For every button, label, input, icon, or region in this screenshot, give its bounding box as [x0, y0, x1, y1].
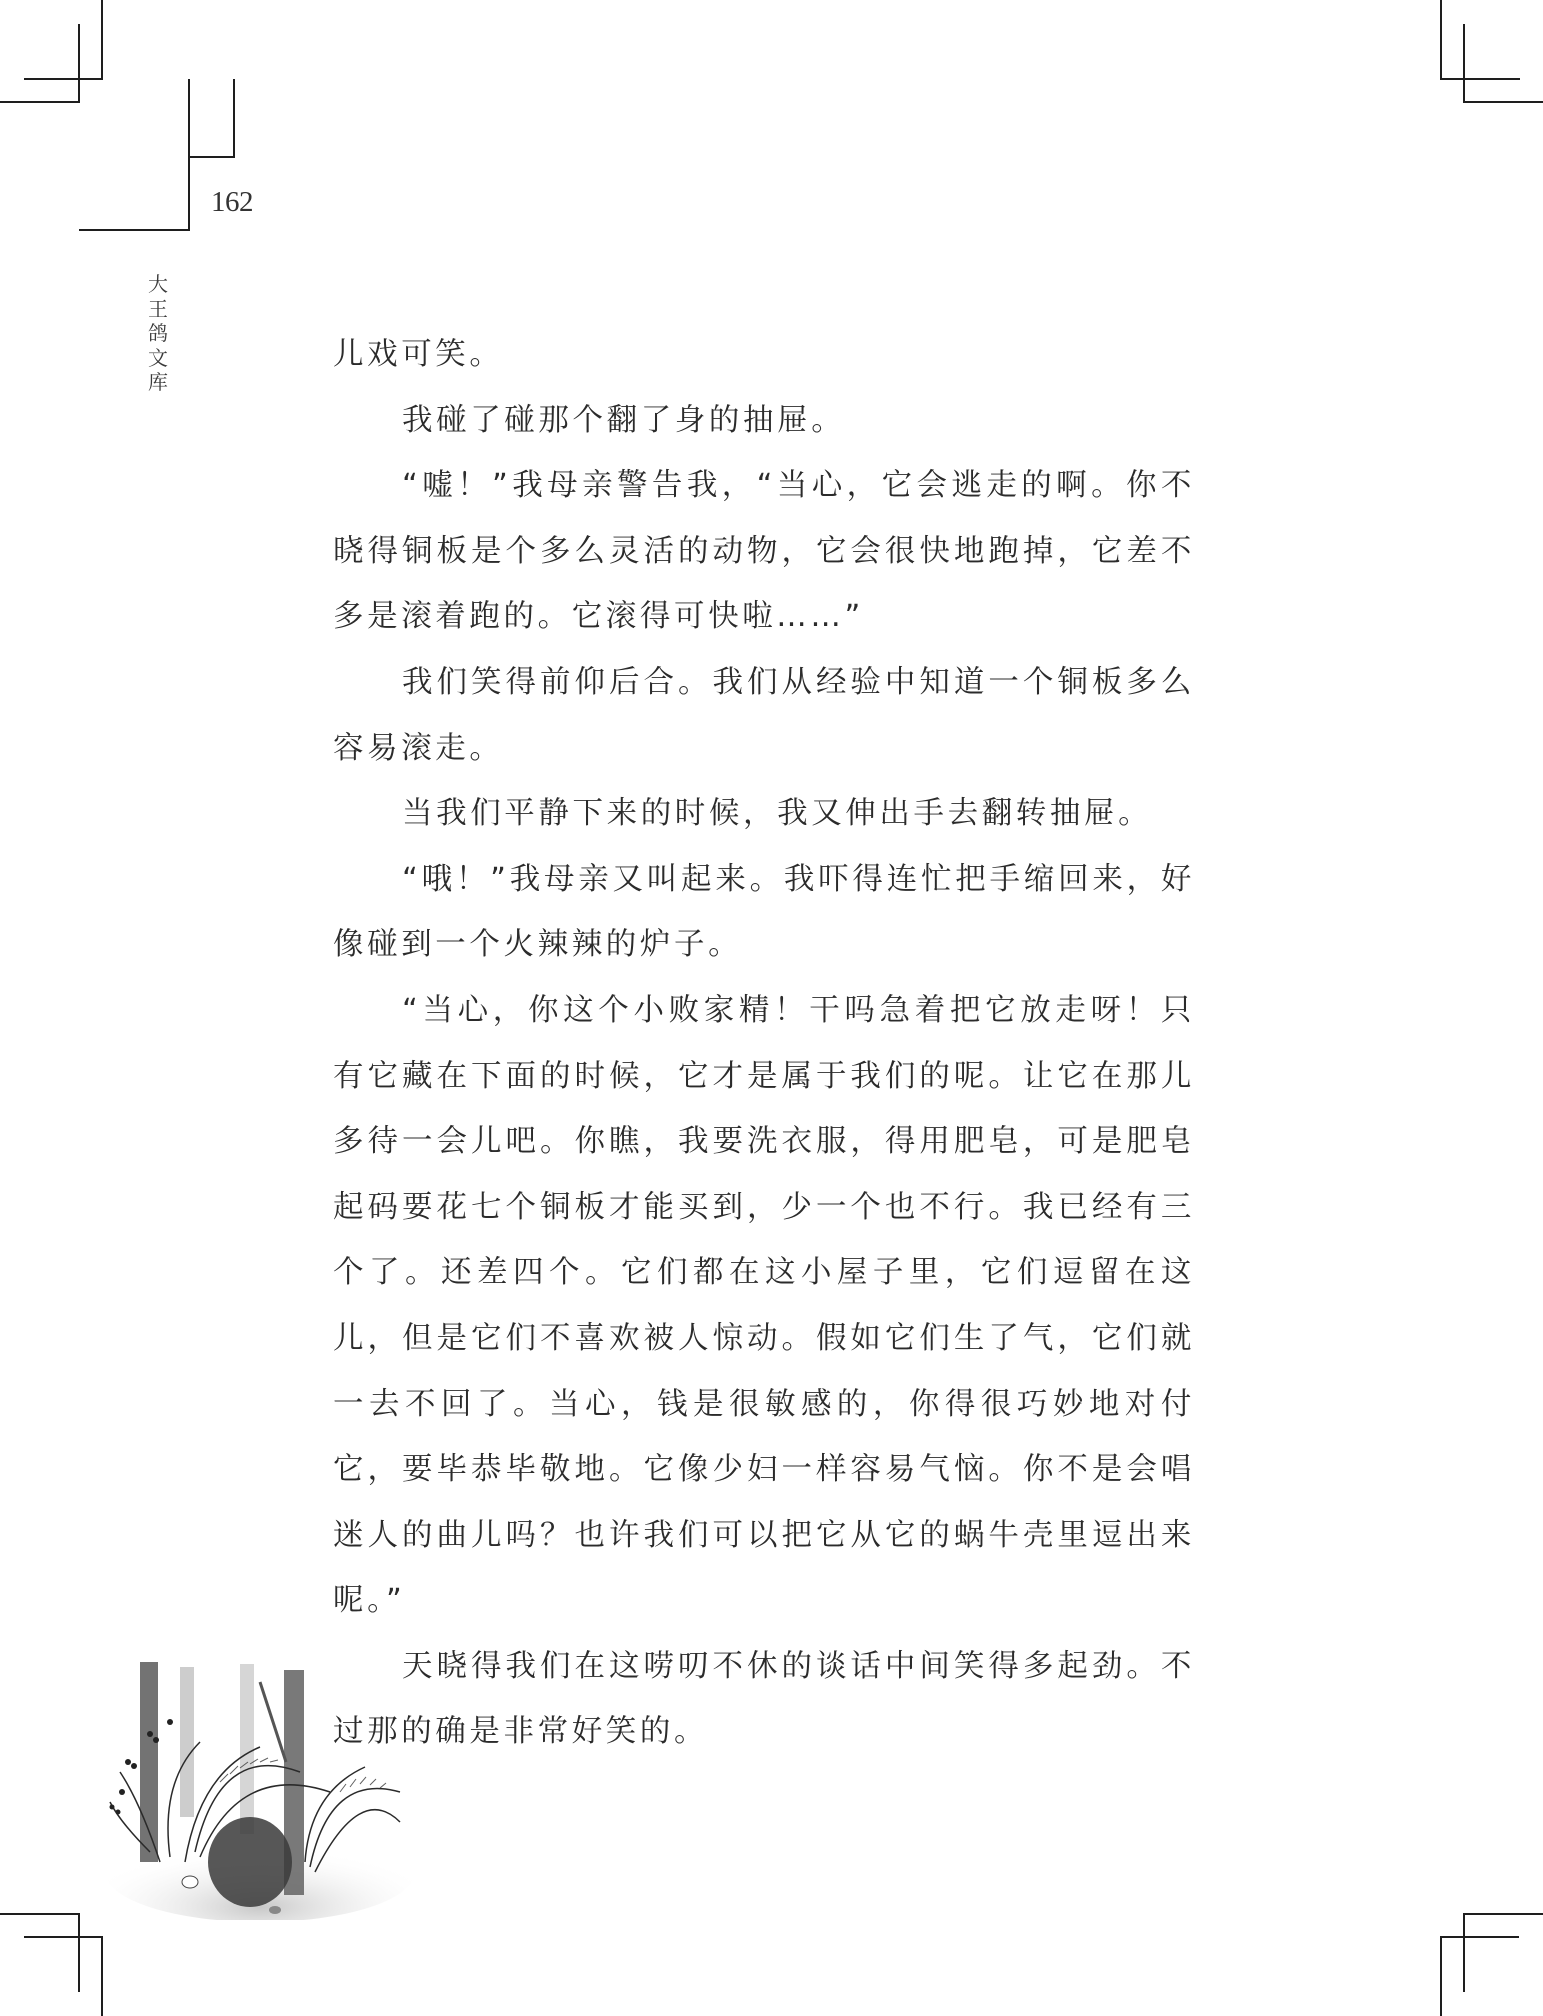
paragraph: 我们笑得前仰后合。我们从经验中知道一个铜板多么容易滚走。: [333, 664, 1195, 766]
paragraph: “当心，你这个小败家精！干吗急着把它放走呀！只有它藏在下面的时候，它才是属于我们的呢。让它在那儿多待一会儿吧。你瞧，我要洗衣服，得用肥皂，可是肥皂起码要花七个铜板才能买到，少一个也不行。我已经有三个了。还差四个。它们都在这小屋子里，它们逗留在这儿，但是它们不喜欢被人惊动。假如它们生了气，它们就一去不回了。当心，钱是很敏感的，你得很巧妙地对付它，要毕恭毕敬地。它像少妇一样容易气恼。你不是会唱迷人的曲儿吗？也许我们可以把它从它的蜗牛壳里逗出来呢。”: [333, 992, 1195, 1619]
crop-mark: [1463, 1913, 1543, 1915]
header-rule: [233, 79, 235, 158]
page-number: 162: [211, 186, 253, 218]
crop-mark: [24, 78, 103, 80]
crop-mark: [1440, 78, 1520, 80]
crop-mark: [78, 24, 80, 103]
crop-mark: [1440, 1936, 1519, 1938]
crop-mark: [101, 0, 103, 80]
header-rule: [79, 229, 190, 231]
header-rule: [188, 156, 235, 158]
crop-mark: [1463, 1913, 1465, 1992]
forest-illustration: [100, 1652, 412, 1920]
crop-mark: [78, 1913, 80, 1992]
crop-mark: [1440, 0, 1442, 80]
paragraph: 天晓得我们在这唠叨不休的谈话中间笑得多起劲。不过那的确是非常好笑的。: [333, 1648, 1195, 1750]
crop-mark: [0, 1913, 80, 1915]
paragraph: “嘘！”我母亲警告我，“当心，它会逃走的啊。你不晓得铜板是个多么灵活的动物，它会很快地跑掉，它差不多是滚着跑的。它滚得可快啦……”: [333, 468, 1195, 635]
paragraph: “哦！”我母亲又叫起来。我吓得连忙把手缩回来，好像碰到一个火辣辣的炉子。: [333, 861, 1195, 963]
body-text: [333, 322, 1195, 1765]
paragraph: 当我们平静下来的时候，我又伸出手去翻转抽屉。: [402, 796, 1153, 832]
paragraph: 我碰了碰那个翻了身的抽屉。: [402, 402, 846, 438]
crop-mark: [1440, 1936, 1442, 2016]
crop-mark: [24, 1936, 103, 1938]
crop-mark: [1463, 24, 1465, 103]
crop-mark: [1463, 101, 1543, 103]
header-rule: [188, 79, 190, 231]
series-title: 大王鸽文库: [148, 272, 168, 394]
paragraph: 儿戏可笑。: [333, 337, 504, 372]
crop-mark: [0, 101, 80, 103]
crop-mark: [101, 1936, 103, 2016]
